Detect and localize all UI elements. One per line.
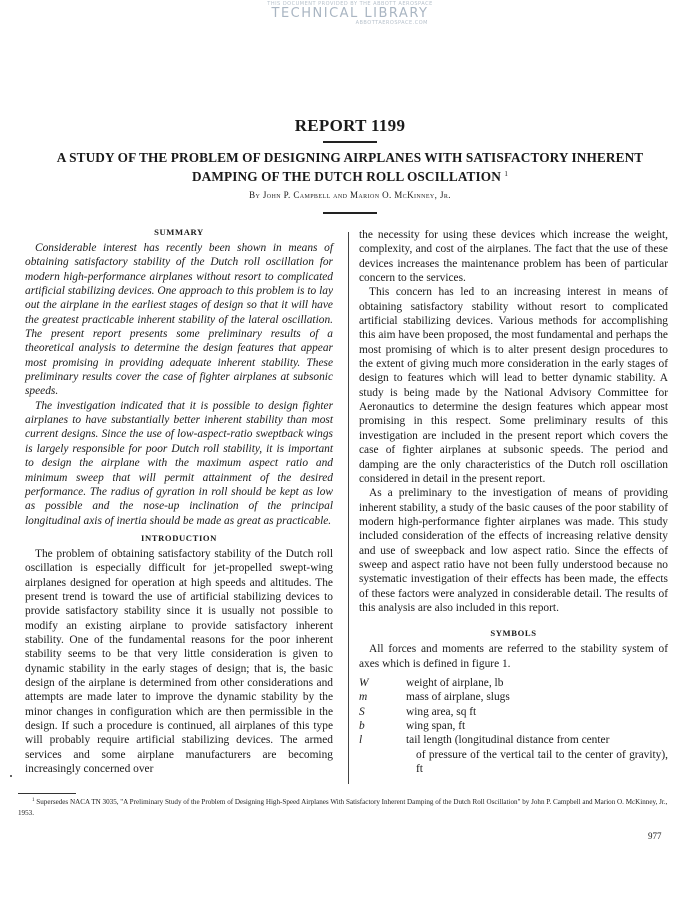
- footnote-rule: [18, 793, 76, 794]
- symbols-heading: SYMBOLS: [490, 628, 537, 639]
- symbol-definition: wing span, ft: [406, 720, 466, 732]
- scan-speck: [10, 775, 12, 777]
- footnote: [18, 796, 682, 818]
- summary-paragraph: Considerable interest has recently been shown in means of obtaining satisfactory stability of the Dutch roll oscillation for modern high-performance airplanes without resort to complicated artificial stabilizing devices. One approach to this problem is to lay out the airplane in the earliest stages of design so that it will have the greatest practicable inherent stability of the lateral oscillation. The present report presents some preliminary results of a theoretical analysis to determine the design features that appear most promising in providing adequate inherent stability. These preliminary results cover the case of fighter airplanes at subsonic speeds.: [25, 242, 333, 398]
- watermark-url: ABBOTTAEROSPACE.COM: [355, 20, 428, 26]
- symbols-list: [359, 676, 668, 776]
- symbol-item: [359, 690, 668, 704]
- report-number: REPORT 1199: [294, 116, 406, 135]
- symbol-item: [359, 676, 668, 690]
- introduction-heading: INTRODUCTION: [141, 532, 217, 543]
- footnote-text: Supersedes NACA TN 3035, "A Preliminary Study of the Problem of Designing High-Speed Airplanes With Satisfactory Inherent Damping of the Dutch Roll Oscillation" by John P. Campbell and Marion O. McKinney, Jr., 1953.: [18, 798, 668, 817]
- watermark: [250, 0, 450, 26]
- page-number: 977: [648, 831, 662, 841]
- footnote-mark: 1: [32, 798, 35, 803]
- introduction-paragraph: the necessity for using these devices which increase the weight, complexity, and cost of the airplanes. The fact that the use of these devices increases the maintenance problem has been of particular concern to the services.: [359, 229, 668, 285]
- left-column: [25, 226, 333, 776]
- symbol-definition: tail length (longitudinal distance from center: [406, 734, 610, 747]
- title-line-1: A STUDY OF THE PROBLEM OF DESIGNING AIRPLANES WITH SATISFACTORY INHERENT: [56, 150, 644, 165]
- title-footnote-mark: 1: [504, 170, 508, 178]
- symbol-definition-block: [406, 733, 668, 776]
- watermark-provided-by: THIS DOCUMENT PROVIDED BY THE ABBOTT AEROSPACE: [267, 1, 433, 7]
- symbol-item: [359, 733, 668, 776]
- watermark-library: TECHNICAL LIBRARY: [271, 6, 429, 21]
- title-rule-top: [323, 141, 377, 143]
- title-line-2-text: DAMPING OF THE DUTCH ROLL OSCILLATION: [191, 169, 501, 184]
- title-rule-bottom: [323, 212, 377, 214]
- symbol-definition-continued: of pressure of the vertical tail to the center of gravity), ft: [416, 748, 668, 776]
- introduction-paragraph: This concern has led to an increasing interest in means of obtaining satisfactory stability without resort to complicated artificial stabilizing devices. Various methods for accomplishing this aim have been proposed, the most fundamental and perhaps the most promising of which is to alter present design procedures to the extent of giving much more consideration in the early stages of design to features which will lead to better dynamic stability. A study is being made by the National Advisory Committee for Aeronautics to determine the design features which appear most promising in this respect. Some preliminary results of this investigation are included in the present report which covers the case of fighter airplanes at subsonic speeds. The period and damping are the only characteristics of the Dutch roll oscillation considered in detail in the present report.: [359, 286, 668, 485]
- paper-title: [10, 150, 690, 185]
- byline: By John P. Campbell and Marion O. McKinney, Jr.: [249, 190, 451, 200]
- symbol-key: b: [359, 720, 365, 732]
- symbol-key: m: [359, 691, 368, 704]
- column-divider: [348, 232, 349, 784]
- symbol-definition: wing area, sq ft: [406, 705, 477, 718]
- symbol-definition: weight of airplane, lb: [406, 676, 504, 689]
- symbol-key: S: [359, 705, 365, 718]
- introduction-paragraph: As a preliminary to the investigation of means of providing inherent stability, a study of the basic causes of the poor stability of modern high-performance fighter airplanes was made. This study included consideration of the effects of increasing relative density and use of sweepback and low aspect ratio. Since the effects of sweep and aspect ratio have not been fully understood because no systematic investigation of their effects has been made, the effects of these factors were analyzed in considerable detail. The results of this analysis are also included in this report.: [359, 487, 668, 614]
- summary-paragraph: The investigation indicated that it is possible to design fighter airplanes to have substantially better inherent stability than most current designs. Since the use of low-aspect-ratio sweptback wings is largely responsible for poor Dutch roll stability, it is important to design the airplane with the maximum aspect ratio and minimum sweep that will permit attainment of the desired performance. The radius of gyration in roll should be kept as low as possible and the nose-up inclination of the principal longitudinal axis of inertia should be made as great as practicable.: [25, 399, 333, 527]
- summary-heading: SUMMARY: [154, 227, 204, 237]
- symbol-item: [359, 719, 668, 733]
- right-column: [359, 228, 668, 776]
- symbols-intro: All forces and moments are referred to the stability system of axes which is defined in figure 1.: [359, 643, 668, 670]
- symbol-item: [359, 705, 668, 719]
- symbol-key: W: [359, 676, 369, 689]
- introduction-paragraph: The problem of obtaining satisfactory stability of the Dutch roll oscillation is especially difficult for jet-propelled swept-wing airplanes designed for operation at high speeds and altitudes. The present trend is toward the use of artificial stabilizing devices to provide satisfactory stability since it is usually not possible to modify an existing airplane to provide satisfactory inherent stability. One of the fundamental reasons for the poor inherent stability seems to be that very little consideration is given to dynamic stability in the early stages of design; that is, the basic design of the airplane is determined from other considerations and attempts are made later to improve the dynamic stability by the minor changes in configuration which are then permissible in the design. If such a procedure is continued, all airplanes of this type will probably require artificial stabilizing devices. The armed services and some airplane manufacturers are becoming increasingly concerned over: [25, 547, 333, 776]
- title-line-2: [10, 166, 690, 185]
- symbol-definition: mass of airplane, slugs: [406, 691, 510, 704]
- symbol-key: l: [359, 734, 363, 747]
